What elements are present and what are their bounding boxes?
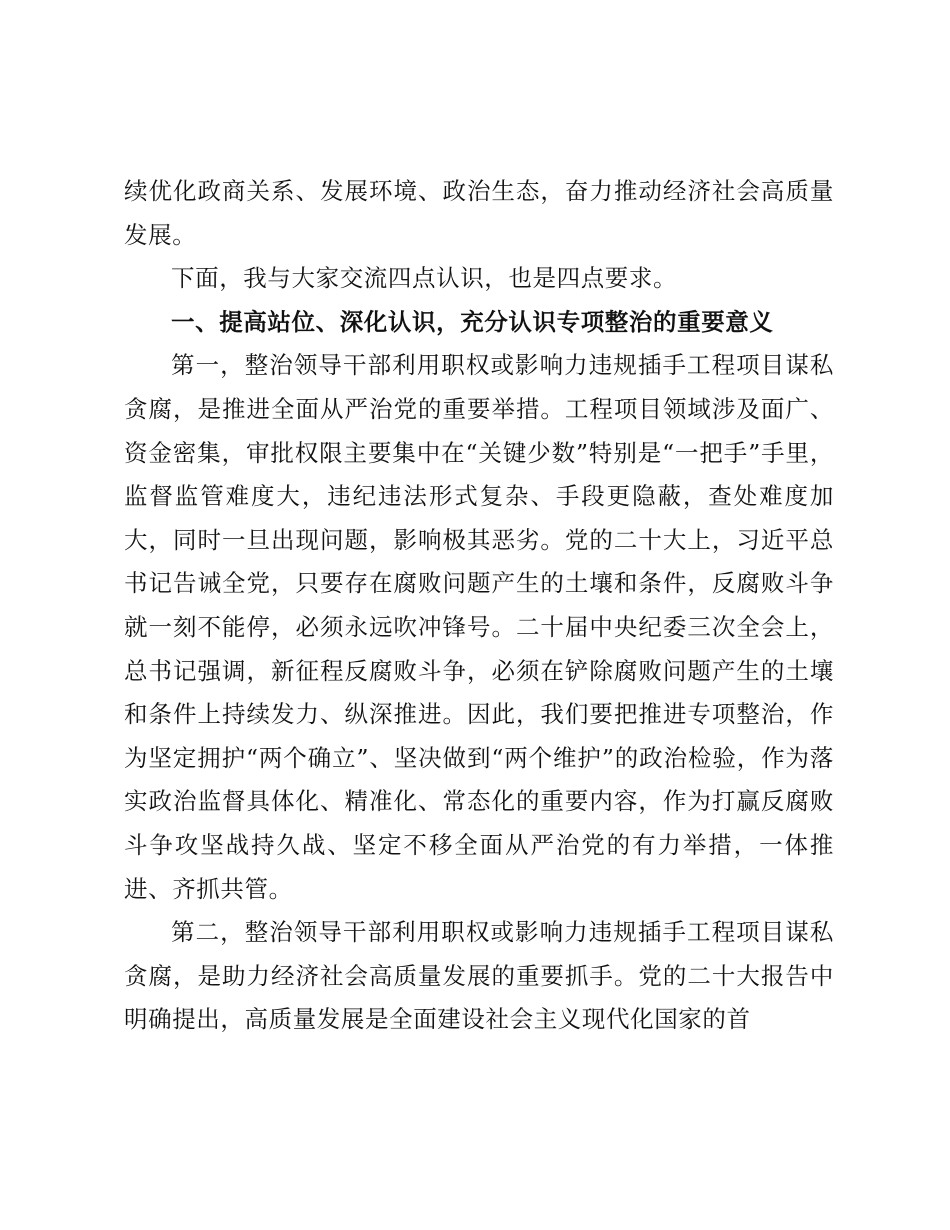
paragraph-point-two: 第二，整治领导干部利用职权或影响力违规插手工程项目谋私贪腐，是助力经济社会高质量发展的重要抓手。党的二十大报告中明确提出，高质量发展是全面建设社会主义现代化国家的首 — [124, 918, 834, 1034]
paragraph-intro: 下面，我与大家交流四点认识，也是四点要求。 — [171, 264, 678, 293]
document-body — [124, 170, 834, 1042]
paragraph-continuation: 续优化政商关系、发展环境、政治生态，奋力推动经济社会高质量发展。 — [124, 177, 834, 249]
paragraph-point-one: 第一，整治领导干部利用职权或影响力违规插手工程项目谋私贪腐，是推进全面从严治党的重要举措。工程项目领域涉及面广、资金密集，审批权限主要集中在“关键少数”特别是“一把手”手里，监督监管难度大，违纪违法形式复杂、手段更隐蔽，查处难度加大，同时一旦出现问题，影响极其恶劣。党的二十大上，习近平总书记告诫全党，只要存在腐败问题产生的土壤和条件，反腐败斗争就一刻不能停，必须永远吹冲锋号。二十届中央纪委三次全会上，总书记强调，新征程反腐败斗争，必须在铲除腐败问题产生的土壤和条件上持续发力、纵深推进。因此，我们要把推进专项整治，作为坚定拥护“两个确立”、坚决做到“两个维护”的政治检验，作为落实政治监督具体化、精准化、常态化的重要内容，作为打赢反腐败斗争攻坚战持久战、坚定不移全面从严治党的有力举措，一体推进、齐抓共管。 — [124, 351, 834, 903]
section-heading: 一、提高站位、深化认识，充分认识专项整治的重要意义 — [171, 307, 774, 336]
